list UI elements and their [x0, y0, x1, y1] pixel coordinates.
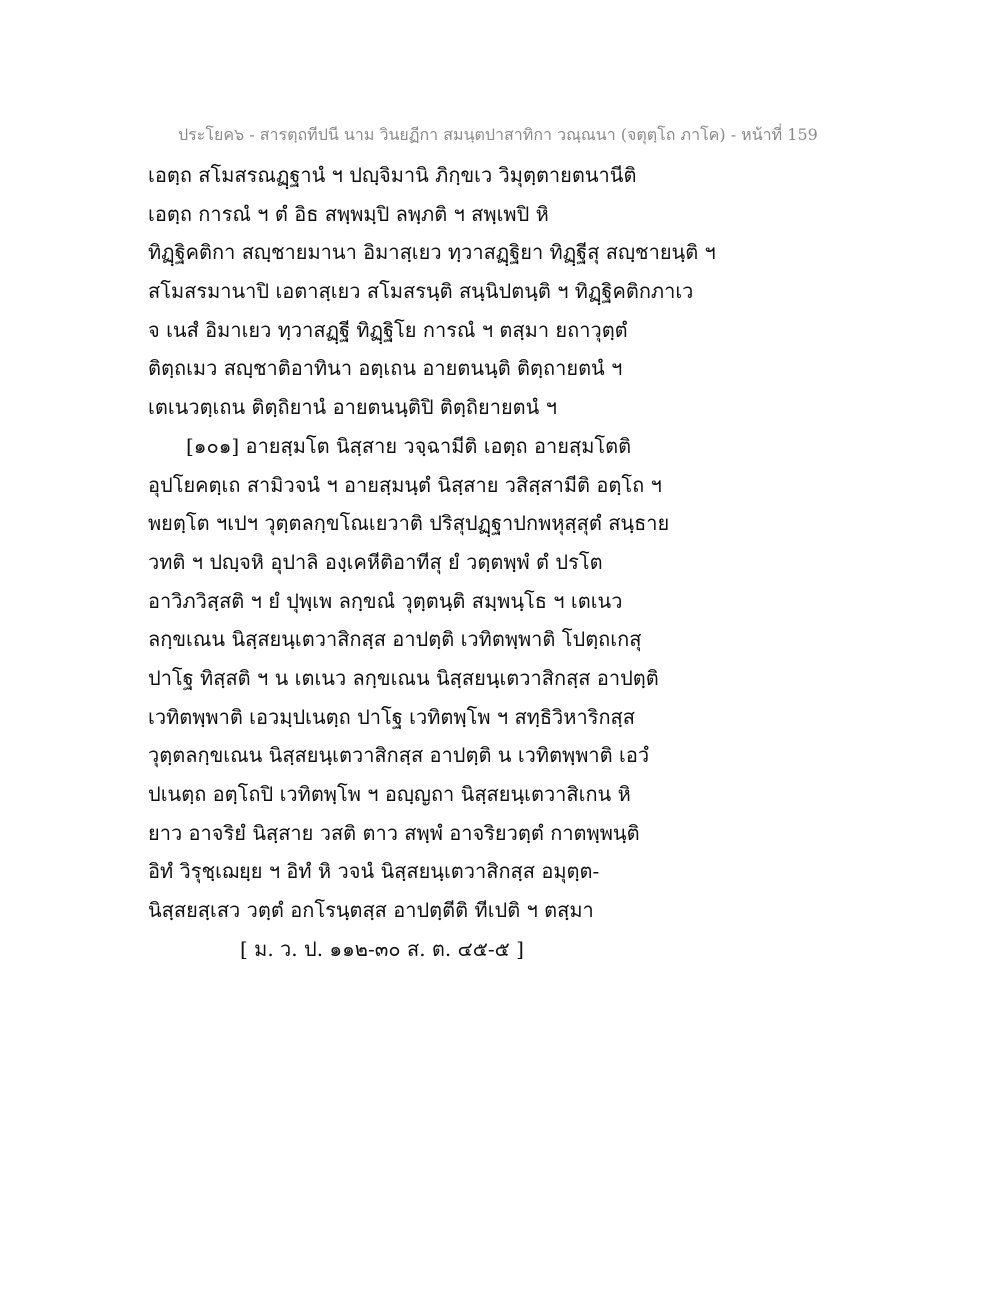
text-line: อุปโยคตฺเถ สามิวจนํ ฯ อายสฺมนฺตํ นิสฺสาย วสิสฺสามีติ อตฺโถ ฯ: [148, 472, 662, 497]
text-line: เอตฺถ การณํ ฯ ตํ อิธ สพฺพมฺปิ ลพฺภติ ฯ สพฺเพปิ หิ: [148, 201, 549, 226]
running-header: ประโยค๖ - สารตฺถทีปนี นาม วินยฏีกา สมนฺตปาสาทิกา วณฺณนา (จตุตฺโถ ภาโค) - หน้าที่ 159: [178, 125, 818, 144]
reference-citation: [ ม. ว. ป. ๑๑๒-๓๐ ส. ต. ๔๕-๕ ]: [240, 936, 524, 961]
text-line: อิทํ วิรุชฺเฌยฺย ฯ อิทํ หิ วจนํ นิสฺสยนฺเตวาสิกสฺส อมุตฺต-: [148, 859, 600, 884]
body-text: [148, 156, 868, 968]
paragraph-start-line: [๑๐๑] อายสฺมโต นิสฺสาย วจฺฉามีติ เอตฺถ อายสฺมโตติ: [186, 433, 632, 458]
text-line: ยาว อาจริยํ นิสฺสาย วสติ ตาว สพฺพํ อาจริยวตฺตํ กาตพฺพนฺติ: [148, 820, 640, 845]
text-line: ลกฺขเณน นิสฺสยนฺเตวาสิกสฺส อาปตฺติ เวทิตพฺพาติ โปตฺถเกสุ: [148, 627, 642, 652]
text-line: ติตฺถเมว สญฺชาติอาทินา อตฺเถน อายตนนฺติ ติตฺถายตนํ ฯ: [148, 356, 623, 381]
text-line: ปเนตฺถ อตฺโถปิ เวทิตพฺโพ ฯ อญฺญถา นิสฺสยนฺเตวาสิเกน หิ: [148, 782, 631, 806]
text-line: เอตฺถ สโมสรณฏฺฐานํ ฯ ปญฺจิมานิ ภิกฺขเว วิมุตฺตายตนานีติ: [148, 163, 637, 187]
text-line: อาวิภวิสฺสติ ฯ ยํ ปุพฺเพ ลกฺขณํ วุตฺตนฺติ สมฺพนฺโธ ฯ เตเนว: [148, 588, 623, 613]
text-line: เวทิตพฺพาติ เอวมฺปเนตฺถ ปาโฐ เวทิตพฺโพ ฯ สทฺธิวิหาริกสฺส: [148, 704, 635, 729]
text-line: จ เนสํ อิมาเยว ทฺวาสฏฺฐี ทิฏฺฐิโย การณํ ฯ ตสฺมา ยถาวุตฺตํ: [148, 317, 628, 342]
text-line: ปาโฐ ทิสฺสติ ฯ น เตเนว ลกฺขเณน นิสฺสยนฺเตวาสิกสฺส อาปตฺติ: [148, 665, 659, 690]
text-line: เตเนวตฺเถน ติตฺถิยานํ อายตนนฺติปิ ติตฺถิยายตนํ ฯ: [148, 395, 557, 420]
text-line: วทติ ฯ ปญฺจหิ อุปาลิ องฺเคหีติอาทีสุ ยํ วตฺตพฺพํ ตํ ปรโต: [148, 549, 603, 574]
text-line: วุตฺตลกฺขเณน นิสฺสยนฺเตวาสิกสฺส อาปตฺติ น เวทิตพฺพาติ เอวํ: [148, 743, 650, 768]
text-line: นิสฺสยสฺเสว วตฺตํ อกโรนฺตสฺส อาปตฺตีติ ทีเปติ ฯ ตสฺมา: [148, 898, 594, 923]
text-line: พยตฺโต ฯเปฯ วุตฺตลกฺขโณเยวาติ ปริสุปฏฺฐาปกพหุสฺสุตํ สนฺธาย: [148, 511, 670, 536]
text-line: สโมสรมานาปิ เอตาสฺเยว สโมสรนฺติ สนฺนิปตนฺติ ฯ ทิฏฺฐิคติกภาเว: [148, 279, 694, 304]
text-line: ทิฏฺฐิคติกา สญฺชายมานา อิมาสฺเยว ทฺวาสฏฺฐิยา ทิฏฺฐีสุ สญฺชายนฺติ ฯ: [148, 240, 716, 265]
